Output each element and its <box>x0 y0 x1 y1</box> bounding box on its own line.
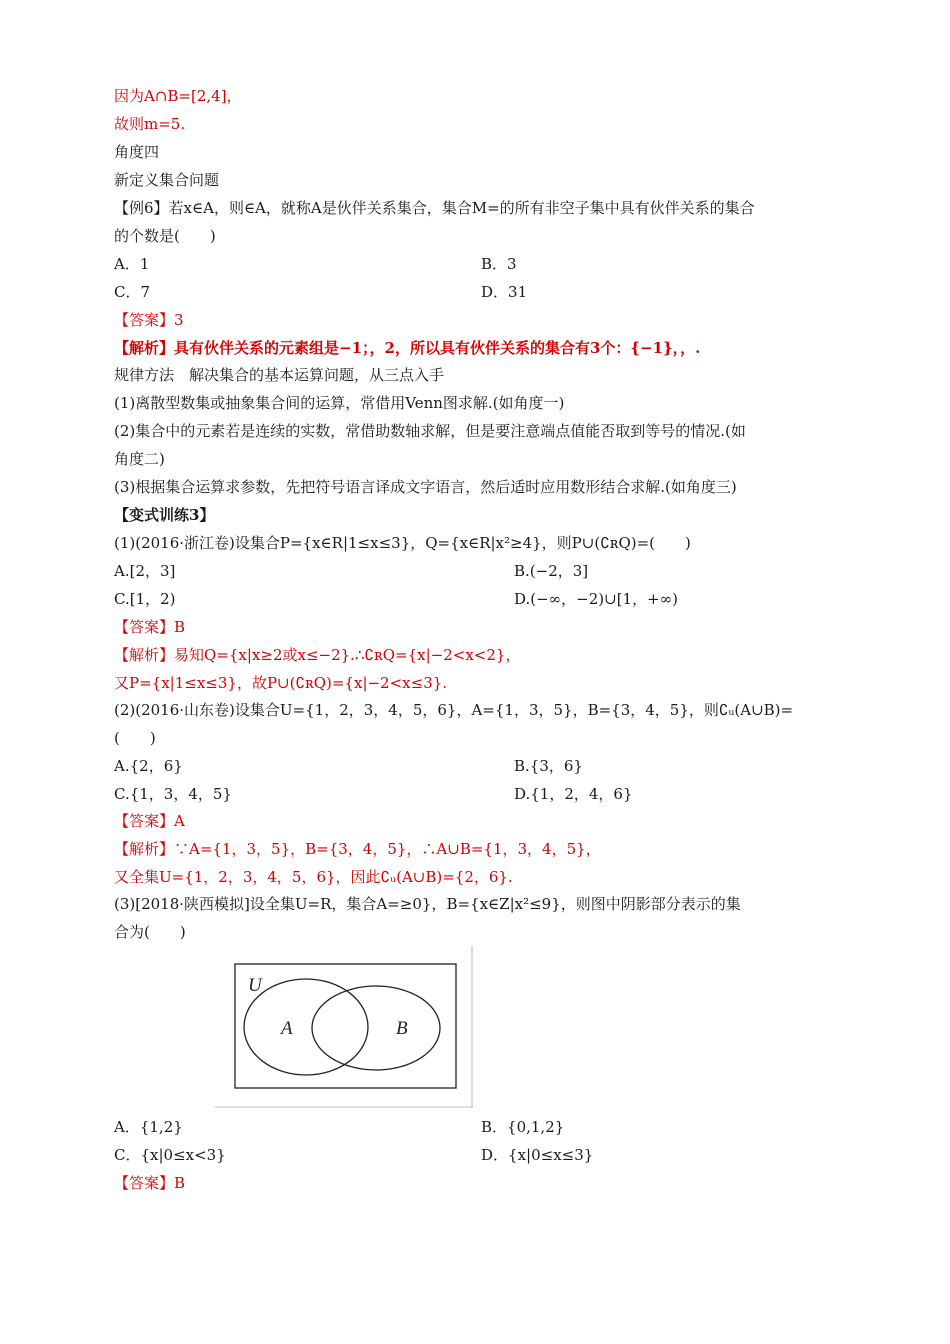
option-a: A．1 <box>114 255 150 273</box>
method-item: (2)集合中的元素若是连续的实数，常借助数轴求解，但是要注意端点值能否取到等号的情况.(如 <box>114 422 746 440</box>
explanation: 【解析】具有伙伴关系的元素组是−1；，2，所以具有伙伴关系的集合有3个：{−1}，，. <box>114 339 701 357</box>
option-b: B．3 <box>481 255 517 273</box>
answer: 【答案】A <box>114 812 185 830</box>
explanation: 【解析】∵A={1，3，5}，B={3，4，5}，∴A∪B={1，3，4，5}， <box>114 840 601 858</box>
explanation-cont: 又P={x|1≤x≤3}，故P∪(∁ʀQ)={x|−2<x≤3}. <box>114 674 448 692</box>
exercise-heading: 【变式训练3】 <box>114 506 215 524</box>
text-line: 故则m=5. <box>114 115 186 133</box>
question-3: (3)[2018·陕西模拟]设全集U=R，集合A=≥0}，B={x∈Z|x²≤9}，则图中阴影部分表示的集 <box>114 895 741 913</box>
method-item: (3)根据集合运算求参数，先把符号语言译成文字语言，然后适时应用数形结合求解.(如角度三) <box>114 478 737 496</box>
text-line: 因为A∩B=[2,4]， <box>114 87 242 105</box>
option-c: C.[1，2) <box>114 590 176 608</box>
question-2-cont: ( ) <box>114 729 156 747</box>
option-c: C．7 <box>114 283 151 301</box>
set-b-ellipse <box>312 986 440 1070</box>
explanation-cont: 又全集U={1，2，3，4，5，6}，因此∁ᵤ(A∪B)={2，6}. <box>114 868 513 886</box>
option-c: C．{x|0≤x<3} <box>114 1146 226 1164</box>
option-d: D．{x|0≤x≤3} <box>481 1146 594 1164</box>
set-a-ellipse <box>244 979 368 1075</box>
option-b: B．{0,1,2} <box>481 1118 565 1136</box>
method-item: (1)离散型数集或抽象集合间的运算，常借用Venn图求解.(如角度一) <box>114 394 565 412</box>
example-question: 【例6】若x∈A，则∈A，就称A是伙伴关系集合，集合M=的所有非空子集中具有伙伴关系的集合 <box>114 199 755 217</box>
example-question-cont: 的个数是( ) <box>114 227 216 245</box>
option-b: B.{3，6} <box>514 757 583 775</box>
section-subheading: 新定义集合问题 <box>114 171 220 189</box>
method-heading: 规律方法 解决集合的基本运算问题，从三点入手 <box>114 366 445 384</box>
question-2: (2)(2016·山东卷)设集合U={1，2，3，4，5，6}，A={1，3，5}，B={3，4，5}，则∁ᵤ(A∪B)= <box>114 701 794 719</box>
explanation: 【解析】易知Q={x|x≥2或x≤−2}.∴∁ʀQ={x|−2<x<2}， <box>114 646 521 664</box>
question-3-cont: 合为( ) <box>114 923 186 941</box>
option-c: C.{1，3，4，5} <box>114 785 232 803</box>
option-a: A.{2，6} <box>114 757 183 775</box>
option-d: D.{1，2，4，6} <box>514 785 633 803</box>
method-item-cont: 角度二) <box>114 450 165 468</box>
universe-label: U <box>248 975 262 996</box>
option-a: A.[2，3] <box>114 562 176 580</box>
venn-diagram <box>215 946 473 1108</box>
answer: 【答案】3 <box>114 311 184 329</box>
option-b: B.(−2，3] <box>514 562 589 580</box>
section-heading: 角度四 <box>114 143 160 161</box>
answer: 【答案】B <box>114 618 186 636</box>
set-b-label: B <box>396 1018 408 1039</box>
option-a: A．{1,2} <box>114 1118 183 1136</box>
universe-rectangle <box>235 964 456 1088</box>
option-d: D．31 <box>481 283 528 301</box>
question-1: (1)(2016·浙江卷)设集合P={x∈R|1≤x≤3}，Q={x∈R|x²≥4}，则P∪(∁ʀQ)=( ) <box>114 534 691 552</box>
option-d: D.(−∞，−2)∪[1，+∞) <box>514 590 679 608</box>
answer: 【答案】B <box>114 1174 186 1192</box>
set-a-label: A <box>281 1018 293 1039</box>
